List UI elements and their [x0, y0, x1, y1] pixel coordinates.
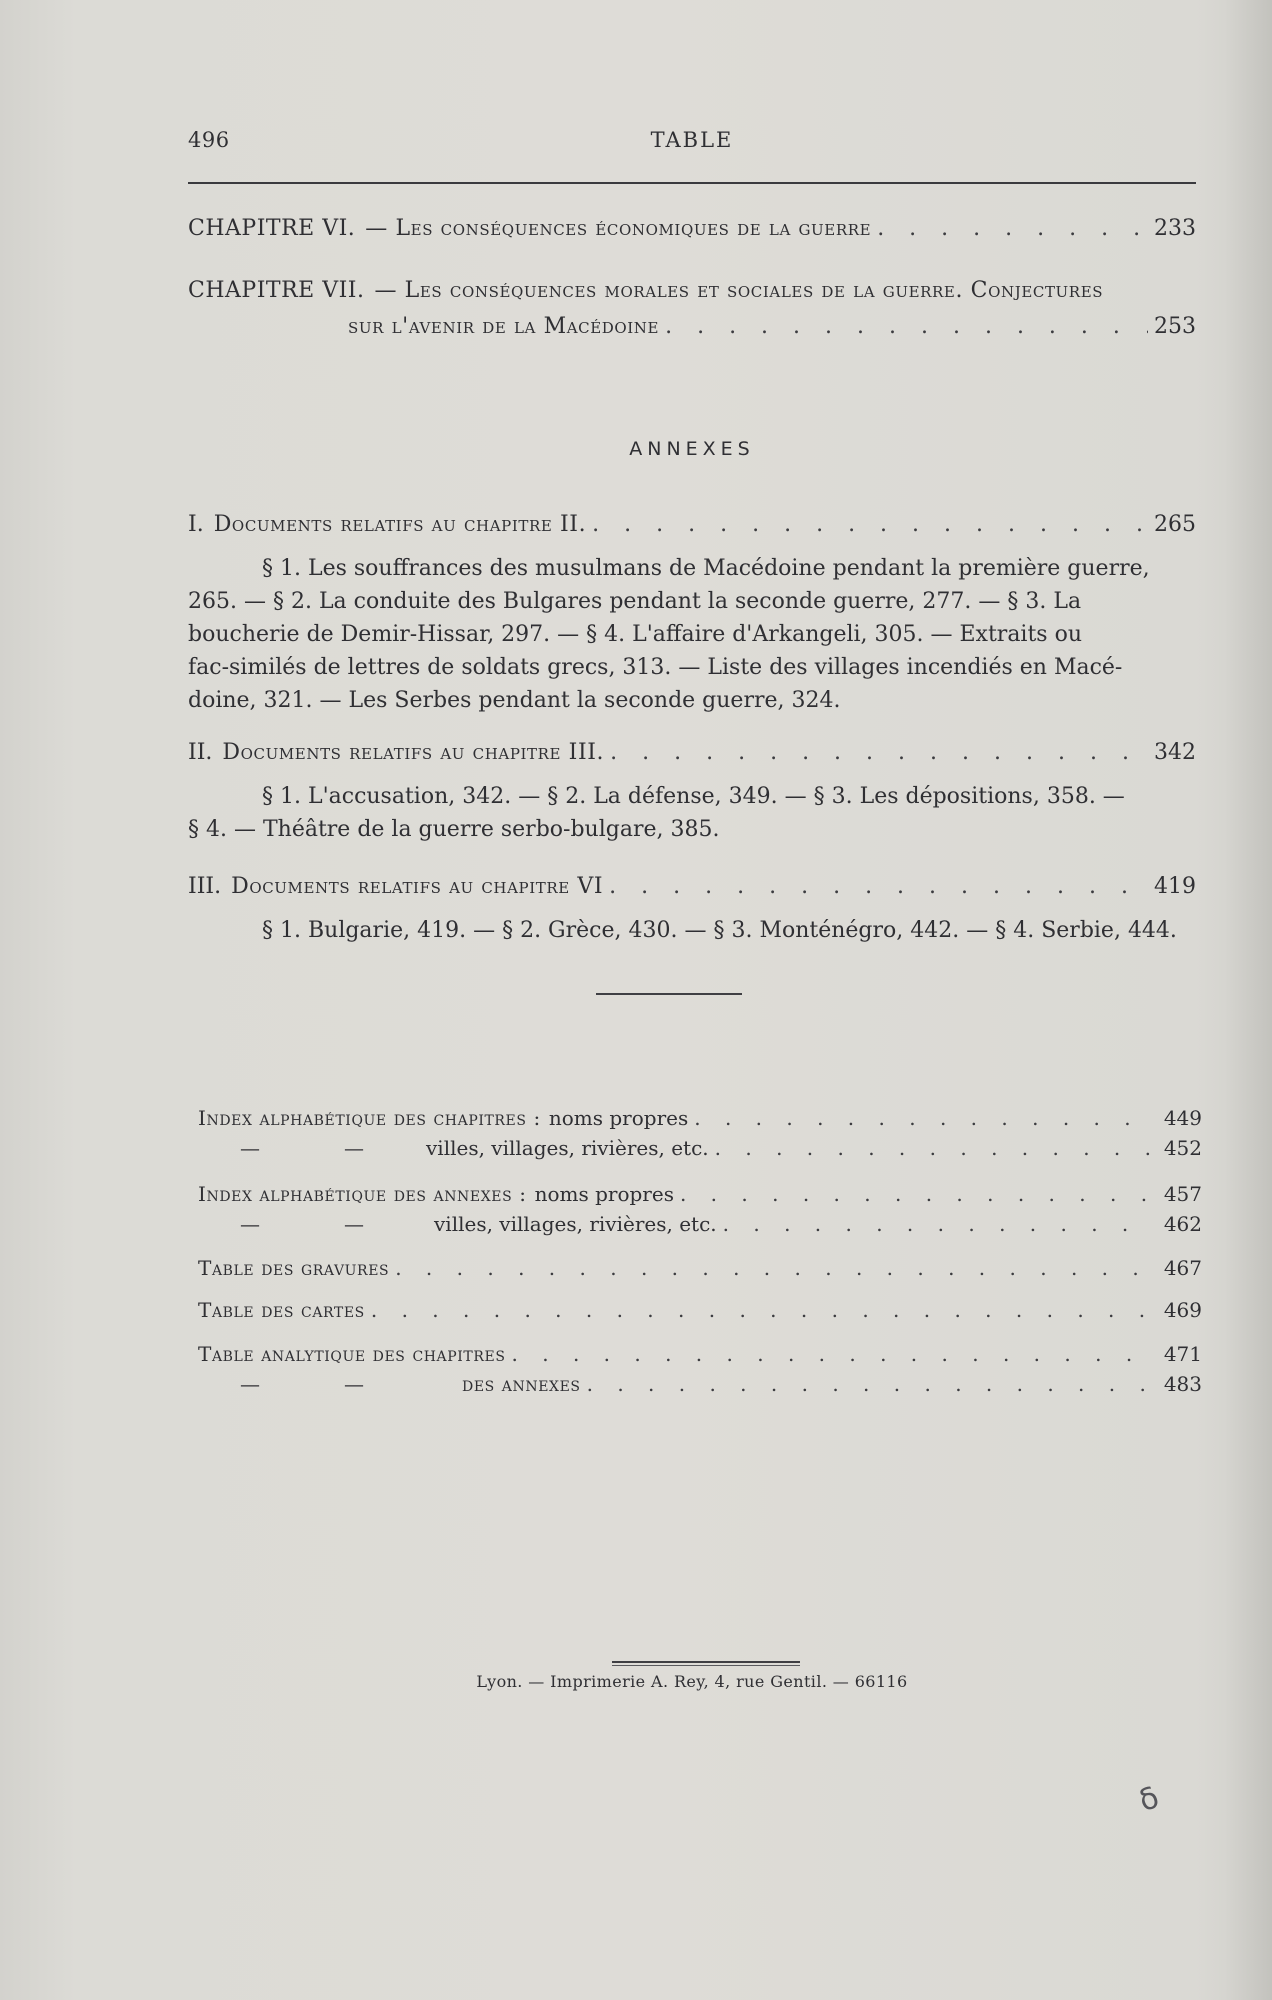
page-number: 496	[188, 128, 230, 152]
leader-dots	[674, 1182, 1154, 1206]
index-entry	[198, 1298, 1202, 1322]
index-entry	[198, 1372, 1202, 1396]
leader-dots	[506, 1342, 1154, 1366]
leader-dots	[659, 314, 1148, 339]
detail-line: doine, 321. — Les Serbes pendant la seconde guerre, 324.	[188, 688, 841, 713]
annex-title: Documents relatifs au chapitre II.	[213, 512, 587, 537]
index-sub: des annexes	[462, 1372, 581, 1396]
annex-page: 419	[1154, 874, 1196, 899]
chapter-title: — Les conséquences morales et sociales de la guerre. Conjectures	[374, 278, 1104, 303]
ditto-dash: —	[344, 1372, 364, 1396]
chapter-label: CHAPITRE VII.	[188, 278, 365, 303]
chapter-label: CHAPITRE VI.	[188, 216, 356, 241]
leader-dots	[604, 740, 1148, 765]
index-page: 469	[1163, 1298, 1202, 1322]
annex-title: Documents relatifs au chapitre III.	[222, 740, 605, 765]
index-page: 452	[1163, 1136, 1202, 1160]
annexes-heading: ANNEXES	[629, 438, 755, 460]
ditto-dash: —	[240, 1212, 260, 1236]
annex-entry-i	[188, 512, 1196, 537]
index-entry	[198, 1136, 1202, 1160]
detail-line: § 4. — Théâtre de la guerre serbo-bulgare, 385.	[188, 817, 720, 842]
annex-number: III.	[188, 874, 222, 899]
index-sub: noms propres	[534, 1182, 674, 1206]
index-title: Table des gravures	[198, 1256, 390, 1280]
index-page: 462	[1163, 1212, 1202, 1236]
index-title: Table analytique des chapitres	[198, 1342, 506, 1366]
leader-dots	[581, 1372, 1154, 1396]
index-sub: villes, villages, rivières, etc.	[426, 1136, 709, 1160]
index-entry	[198, 1106, 1202, 1130]
index-page: 467	[1163, 1256, 1202, 1280]
header-rule	[188, 182, 1196, 184]
ditto-dash: —	[240, 1372, 260, 1396]
pencil-mark: ẟ	[1134, 1779, 1164, 1820]
detail-line: boucherie de Demir-Hissar, 297. — § 4. L'affaire d'Arkangeli, 305. — Extraits ou	[188, 622, 1083, 647]
index-entry	[198, 1182, 1202, 1206]
leader-dots	[603, 874, 1148, 899]
leader-dots	[717, 1212, 1154, 1236]
detail-line: § 1. Les souffrances des musulmans de Macédoine pendant la première guerre,	[262, 556, 1150, 581]
index-page: 471	[1163, 1342, 1202, 1366]
index-sub: villes, villages, rivières, etc.	[434, 1212, 717, 1236]
index-entry	[198, 1256, 1202, 1280]
printer-rule	[612, 1665, 800, 1666]
index-page: 483	[1163, 1372, 1202, 1396]
annex-detail-iii	[262, 914, 1196, 947]
index-page: 457	[1163, 1182, 1202, 1206]
leader-dots	[389, 1256, 1154, 1280]
index-entry	[198, 1342, 1202, 1366]
annex-entry-iii	[188, 874, 1196, 899]
chapter-page: 233	[1154, 216, 1196, 241]
detail-line: § 1. L'accusation, 342. — § 2. La défense, 349. — § 3. Les dépositions, 358. —	[262, 784, 1125, 809]
index-title: Index alphabétique des chapitres :	[198, 1106, 541, 1130]
toc-entry-chapter-vii-cont	[348, 314, 1196, 339]
ditto-dash: —	[344, 1136, 364, 1160]
index-entry	[198, 1212, 1202, 1236]
ditto-dash: —	[344, 1212, 364, 1236]
leader-dots	[586, 512, 1148, 537]
annex-entry-ii	[188, 740, 1196, 765]
annex-title: Documents relatifs au chapitre VI	[231, 874, 604, 899]
leader-dots	[871, 216, 1148, 241]
index-title: Table des cartes	[198, 1298, 365, 1322]
running-title: TABLE	[650, 128, 734, 152]
annex-detail-ii	[188, 780, 1196, 846]
printer-rule	[612, 1661, 800, 1663]
page-edge-shadow	[1224, 0, 1272, 2000]
toc-entry-chapter-vi	[188, 216, 1196, 241]
chapter-page: 253	[1154, 314, 1196, 339]
toc-entry-chapter-vii	[188, 278, 1196, 303]
annex-page: 342	[1154, 740, 1196, 765]
annex-number: I.	[188, 512, 204, 537]
detail-line: fac-similés de lettres de soldats grecs, 313. — Liste des villages incendiés en Macé-	[188, 655, 1123, 680]
annex-number: II.	[188, 740, 213, 765]
detail-line: 265. — § 2. La conduite des Bulgares pendant la seconde guerre, 277. — § 3. La	[188, 589, 1082, 614]
detail-line: § 1. Bulgarie, 419. — § 2. Grèce, 430. — § 3. Monténégro, 442. — § 4. Serbie, 444.	[262, 918, 1177, 943]
index-sub: noms propres	[548, 1106, 689, 1130]
printer-colophon: Lyon. — Imprimerie A. Rey, 4, rue Gentil. — 66116	[476, 1672, 908, 1691]
index-title: Index alphabétique des annexes :	[198, 1182, 527, 1206]
chapter-title-cont: sur l'avenir de la Macédoine	[348, 314, 660, 339]
index-page: 449	[1163, 1106, 1202, 1130]
leader-dots	[365, 1298, 1154, 1322]
annex-detail-i	[188, 552, 1196, 717]
leader-dots	[688, 1106, 1154, 1130]
leader-dots	[709, 1136, 1154, 1160]
annex-page: 265	[1154, 512, 1196, 537]
page-header	[188, 128, 1196, 164]
ditto-dash: —	[240, 1136, 260, 1160]
chapter-title: — Les conséquences économiques de la guerre	[365, 216, 872, 241]
section-divider	[596, 993, 742, 995]
